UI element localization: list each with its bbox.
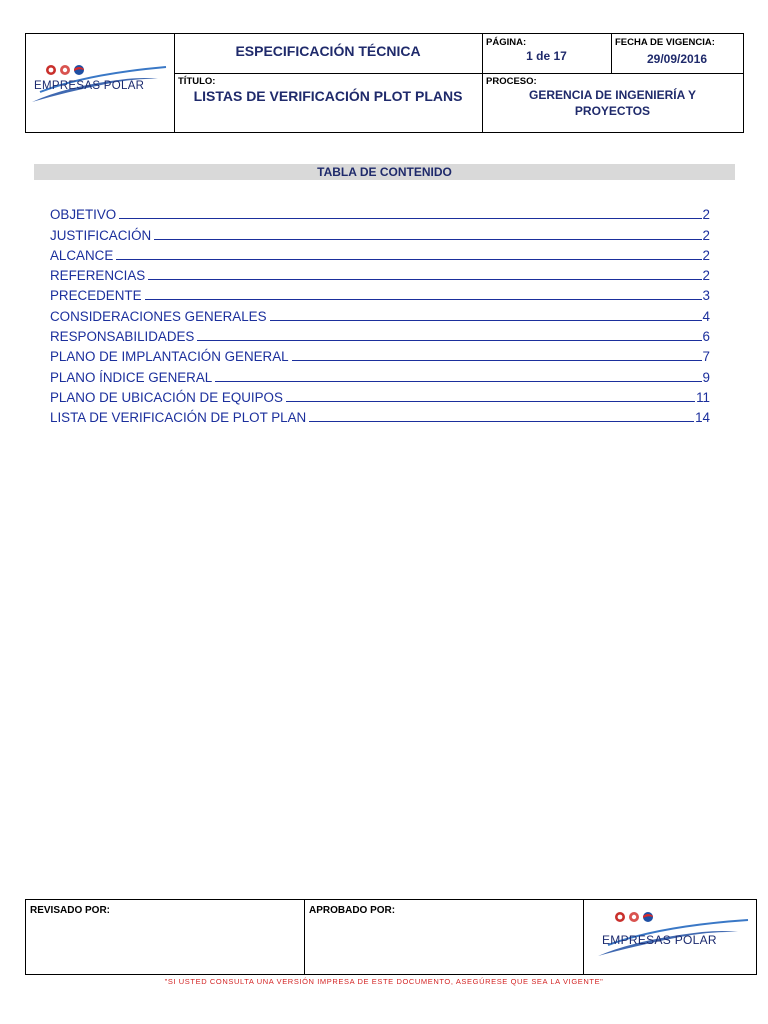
header-table [25, 33, 744, 133]
process-label: PROCESO: [486, 76, 537, 87]
toc-entry-title: RESPONSABILIDADES [50, 329, 195, 345]
company-logo [26, 34, 174, 132]
toc-entry-page: 14 [695, 410, 710, 426]
toc-entry[interactable] [50, 243, 710, 263]
toc-leader [270, 320, 702, 321]
toc-entry[interactable] [50, 344, 710, 364]
toc-entry-page: 2 [702, 227, 710, 243]
toc-entry-title: LISTA DE VERIFICACIÓN DE PLOT PLAN [50, 410, 307, 426]
toc-entry[interactable] [50, 222, 710, 242]
toc-entry-page: 2 [702, 207, 710, 223]
footer-logo [584, 900, 756, 974]
toc-entry-title: CONSIDERACIONES GENERALES [50, 308, 267, 324]
toc-leader [116, 259, 701, 260]
toc-leader [309, 421, 694, 422]
toc-entry-title: OBJETIVO [50, 207, 117, 223]
toc-entry[interactable] [50, 303, 710, 323]
version-notice: "SI USTED CONSULTA UNA VERSIÓN IMPRESA DE ESTE DOCUMENTO, ASEGÚRESE QUE SEA LA VIGENTE" [164, 977, 604, 986]
process-value-line: GERENCIA DE INGENIERÍA Y [529, 88, 696, 102]
logo-text: EMPRESAS POLAR [602, 933, 717, 947]
toc-entry[interactable] [50, 405, 710, 425]
toc-leader [215, 381, 701, 382]
toc-leader [286, 401, 695, 402]
reviewed-label: REVISADO POR: [30, 905, 111, 916]
toc-leader [292, 360, 702, 361]
toc-entry-page: 4 [702, 308, 710, 324]
doc-title: LISTAS DE VERIFICACIÓN PLOT PLANS [193, 88, 463, 104]
toc-entry-title: PLANO DE UBICACIÓN DE EQUIPOS [50, 389, 283, 405]
toc-entry[interactable] [50, 283, 710, 303]
toc-entry-title: PLANO DE IMPLANTACIÓN GENERAL [50, 349, 289, 365]
process-value [482, 87, 743, 119]
toc-leader [197, 340, 701, 341]
header-divider [174, 73, 743, 74]
toc-entry-page: 2 [702, 268, 710, 284]
toc-entry[interactable] [50, 385, 710, 405]
toc-entry-title: ALCANCE [50, 247, 114, 263]
toc-heading: TABLA DE CONTENIDO [317, 165, 452, 179]
page-value: 1 de 17 [526, 49, 567, 63]
toc-entry-page: 11 [696, 389, 710, 405]
date-label: FECHA DE VIGENCIA: [615, 37, 715, 48]
doc-type: ESPECIFICACIÓN TÉCNICA [235, 43, 421, 59]
toc-entry[interactable] [50, 202, 710, 222]
toc-entry-page: 6 [702, 329, 710, 345]
process-value-line: PROYECTOS [574, 104, 651, 118]
approved-label: APROBADO POR: [309, 905, 396, 916]
toc-entry-title: REFERENCIAS [50, 268, 146, 284]
toc-leader [119, 218, 701, 219]
toc-entry[interactable] [50, 364, 710, 384]
toc-entry[interactable] [50, 324, 710, 344]
toc-leader [145, 299, 702, 300]
toc-entry-page: 7 [702, 349, 710, 365]
toc-entry[interactable] [50, 263, 710, 283]
toc-entry-page: 2 [702, 247, 710, 263]
toc-list [50, 202, 710, 425]
toc-entry-title: JUSTIFICACIÓN [50, 227, 152, 243]
toc-leader [148, 279, 701, 280]
logo-text: EMPRESAS POLAR [34, 80, 145, 92]
footer-divider [304, 900, 305, 974]
footer-table [25, 899, 757, 975]
page-label: PÁGINA: [486, 37, 527, 48]
title-label: TÍTULO: [178, 76, 216, 87]
toc-entry-page: 9 [702, 369, 710, 385]
toc-entry-title: PLANO ÍNDICE GENERAL [50, 369, 213, 385]
toc-entry-title: PRECEDENTE [50, 288, 142, 304]
date-value: 29/09/2016 [646, 52, 708, 66]
toc-entry-page: 3 [702, 288, 710, 304]
toc-leader [154, 239, 701, 240]
